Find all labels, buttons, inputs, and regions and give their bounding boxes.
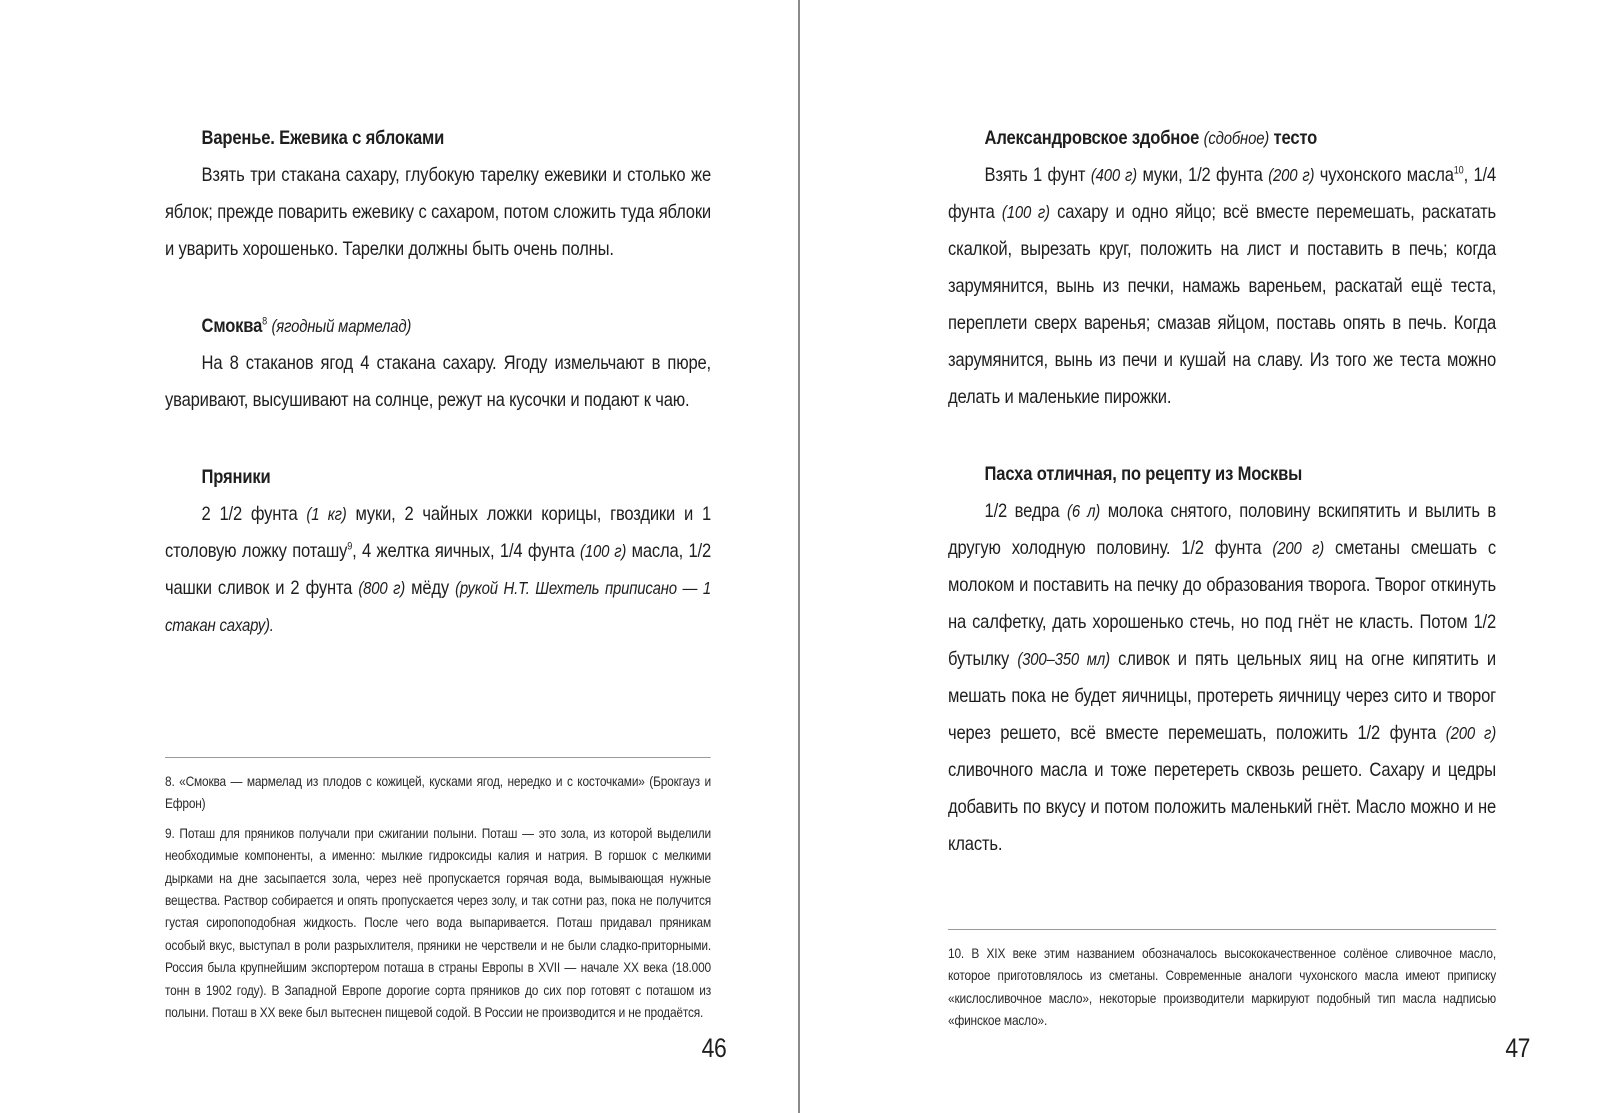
recipe-title-testo: Александровское здобное (сдобное) тесто	[984, 127, 1318, 149]
footnotes-right	[948, 929, 1496, 1039]
recipe-body-paskha: 1/2 ведра (6 л) молока снятого, половину вскипятить и вылить в другую холодную половину. 1/2 фунта (200 г) сметаны смешать с молоком и поставить на печку до образования творога. Творог откинуть на салфетку, дать хорошенько стечь, но под гнёт не класть. Потом 1/2 бутылку (300–350 мл) сливок и пять цельных яиц на огне кипятить и мешать пока не будет яичницы, протереть яичницу через сито и творог через решето, всё вместе перемешать, положить 1/2 фунта (200 г) сливочного масла и тоже перетереть сквозь решето. Сахару и цедры добавить по вкусу и потом положить маленький гнёт. Масло можно и не класть.	[948, 500, 1497, 855]
page-right	[948, 0, 1531, 1113]
recipe-body-varenye: Взять три стакана сахару, глубокую тарелку ежевики и столько же яблок; прежде поварить ежевику с сахаром, потом сложить туда яблоки и уварить хорошенько. Тарелки должны быть очень полны.	[165, 164, 712, 260]
recipe-body-testo: Взять 1 фунт (400 г) муки, 1/2 фунта (200 г) чухонского масла$^{10}$, 1/4 фунта (100 г) сахару и одно яйцо; всё вместе перемешать, раскатать скалкой, вырезать круг, положить на лист и поставить в печь; когда зарумянится, вынь из печки, намажь вареньем, раскатай ещё теста, переплети сверх варенья; смазав яйцом, поставь опять в печь. Когда зарумянится, вынь из печи и кушай на славу. Из того же теста можно делать и маленькие пирожки.	[948, 164, 1497, 408]
recipe-smokva	[165, 308, 711, 419]
recipe-paskha	[948, 456, 1496, 863]
page-left-content	[165, 0, 711, 644]
page-number-left: 46	[701, 1033, 727, 1063]
footnote-rule-right	[948, 929, 1496, 930]
footnote-8: 8. «Смоква — мармелад из плодов с кожицей, кусками ягод, нередко и с косточками» (Брокгауз и Ефрон)	[165, 773, 712, 812]
page-number-right: 47	[1505, 1033, 1531, 1063]
page-left	[165, 0, 727, 1113]
page-divider-line	[798, 0, 800, 1113]
footnote-10: 10. В XIX веке этим названием обозначалось высококачественное солёное сливочное масло, которое приготовлялось из сметаны. Современные аналоги чухонского масла имеют приписку «кислосливочное масло», некоторые производители маркируют подобный тип масла надписью «финское масло».	[948, 945, 1497, 1029]
recipe-title-pryaniki: Пряники	[201, 466, 271, 488]
page-right-content	[948, 0, 1496, 863]
recipe-title-smokva: Смоква$^8$ (ягодный мармелад)	[201, 315, 412, 337]
page-left-inner	[165, 0, 727, 1113]
recipe-title-varenye: Варенье. Ежевика с яблоками	[201, 127, 445, 149]
recipe-body-smokva: На 8 стаканов ягод 4 стакана сахару. Ягоду измельчают в пюре, уваривают, высушивают на солнце, режут на кусочки и подают к чаю.	[165, 352, 712, 411]
recipe-aleksandrovskoe-testo	[948, 120, 1496, 416]
recipe-title-paskha: Пасха отличная, по рецепту из Москвы	[984, 463, 1303, 485]
recipe-varenye-ezhevika	[165, 120, 711, 268]
recipe-pryaniki	[165, 459, 711, 644]
footnote-9: 9. Поташ для пряников получали при сжигании полыни. Поташ — это зола, из которой выделили необходимые компоненты, а именно: мылкие гидроксиды калия и натрия. В горшок с мелкими дырками на дне засыпается зола, через неё пропускается горячая вода, вымывающая нужные вещества. Раствор собирается и опять пропускается через золу, и так сотни раз, пока не получится густая сиропоподобная жидкость. После чего вода выпаривается. Поташ придавал пряникам особый вкус, выступал в роли разрыхлителя, пряники не черствели и не были сладко-приторными. Россия была крупнейшим экспортером поташа в страны Европы в XVII — начале XX века (18.000 тонн в 1902 году). В Западной Европе дорогие сорта пряников до сих пор готовят с поташом из полыни. Поташ в XX веке был вытеснен пищевой содой. В России не производится и не продаётся.	[165, 824, 712, 1021]
recipe-body-pryaniki: 2 1/2 фунта (1 кг) муки, 2 чайных ложки корицы, гвоздики и 1 столовую ложку поташу$^9$, 4 желтка яичных, 1/4 фунта (100 г) масла, 1/2 чашки сливок и 2 фунта (800 г) мёду (рукой Н.Т. Шехтель приписано — 1 стакан сахару).	[165, 503, 712, 635]
footnotes-left	[165, 757, 711, 1030]
footnote-rule-left	[165, 757, 711, 758]
page-right-inner	[948, 0, 1531, 1113]
